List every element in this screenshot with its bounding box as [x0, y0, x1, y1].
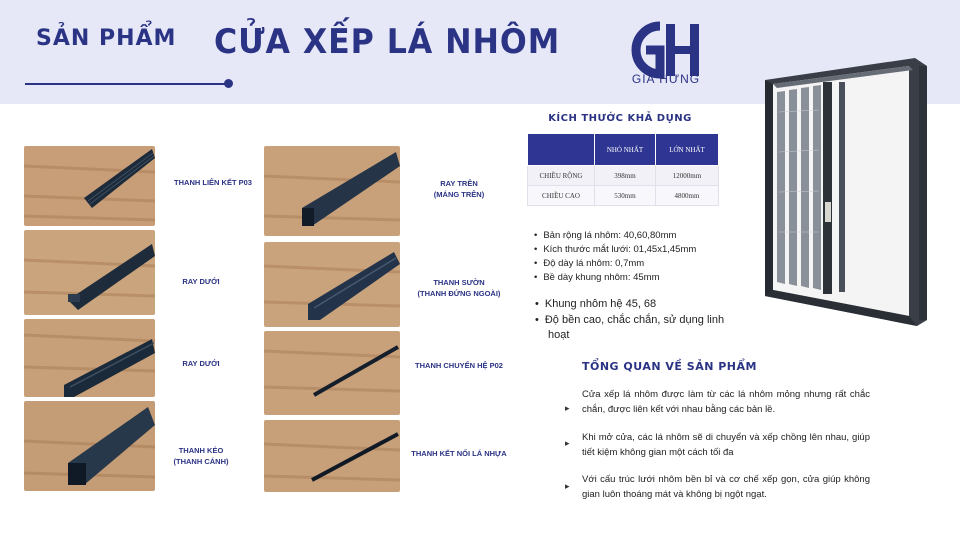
- table-row: CHIỀU RỘNG 398mm 12000mm: [528, 166, 719, 186]
- arrow-icon: ▸: [565, 403, 570, 413]
- component-photo-6: [264, 242, 400, 327]
- sizes-title: KÍCH THƯỚC KHẢ DỤNG: [548, 113, 692, 124]
- component-photo-4: [24, 401, 155, 491]
- list-item: • Kích thước mắt lưới: 01,45x1,45mm: [534, 243, 696, 257]
- component-label-8: THANH KẾT NỐI LÁ NHỰA: [411, 449, 507, 458]
- overview-paragraph-3: Với cấu trúc lưới nhôm bền bỉ và cơ chế xếp gọn, cửa giúp không gian luôn thoáng mát và không bị ngột ngạt.: [582, 474, 870, 500]
- component-photo-7: [264, 331, 400, 415]
- component-label-3: RAY DƯỚI: [182, 359, 220, 368]
- sizes-table: [527, 133, 719, 206]
- category-title: SẢN PHẨM: [36, 26, 177, 51]
- sizes-header-max: LỚN NHẤT: [656, 134, 719, 166]
- component-photo-1: [24, 146, 155, 226]
- component-photo-8: [264, 420, 400, 492]
- list-item: • Bản rộng lá nhôm: 40,60,80mm: [534, 229, 696, 243]
- component-label-7: THANH CHUYỂN HỆ P02: [415, 361, 503, 370]
- list-item: • Bề dày khung nhôm: 45mm: [534, 271, 696, 285]
- component-label-6: THANH SƯỜN (THANH ĐỨNG NGOÀI): [417, 278, 501, 298]
- brand-name: GIA HƯNG: [631, 72, 701, 86]
- features-list: [535, 297, 725, 344]
- table-row: CHIỀU CAO 530mm 4800mm: [528, 186, 719, 206]
- overview-paragraph-1: Cửa xếp lá nhôm được làm từ các lá nhôm mỏng nhưng rất chắc chắn, được liên kết với nhau bằng các bản lề.: [582, 389, 870, 415]
- overview-title: TỔNG QUAN VỀ SẢN PHẨM: [582, 360, 757, 373]
- component-label-4: THANH KÉO (THANH CÁNH): [173, 446, 229, 466]
- arrow-icon: ▸: [565, 481, 570, 491]
- arrow-icon: ▸: [565, 438, 570, 448]
- component-label-2: RAY DƯỚI: [182, 277, 220, 286]
- list-item: • Khung nhôm hệ 45, 68: [535, 297, 725, 313]
- list-item: • Độ dày lá nhôm: 0,7mm: [534, 257, 696, 271]
- component-photo-5: [264, 146, 400, 236]
- title-underline: [25, 83, 228, 85]
- component-photo-3: [24, 319, 155, 397]
- overview-paragraph-2: Khi mở cửa, các lá nhôm sẽ di chuyển và xếp chồng lên nhau, giúp tiết kiệm không gian một cách tối đa: [582, 432, 870, 458]
- component-photo-2: [24, 230, 155, 315]
- specs-list: [534, 229, 696, 285]
- component-label-1: THANH LIÊN KẾT P03: [174, 178, 252, 187]
- sizes-header-empty: [528, 134, 595, 166]
- folding-door-illustration: [755, 52, 935, 332]
- sizes-header-min: NHỎ NHẤT: [595, 134, 656, 166]
- list-item: • Độ bền cao, chắc chắn, sử dụng linh hoạt: [535, 313, 725, 344]
- component-label-5: RAY TRÊN (MÁNG TRÊN): [433, 179, 485, 199]
- title-underline-dot: [224, 79, 233, 88]
- product-title: CỬA XẾP LÁ NHÔM: [214, 22, 561, 62]
